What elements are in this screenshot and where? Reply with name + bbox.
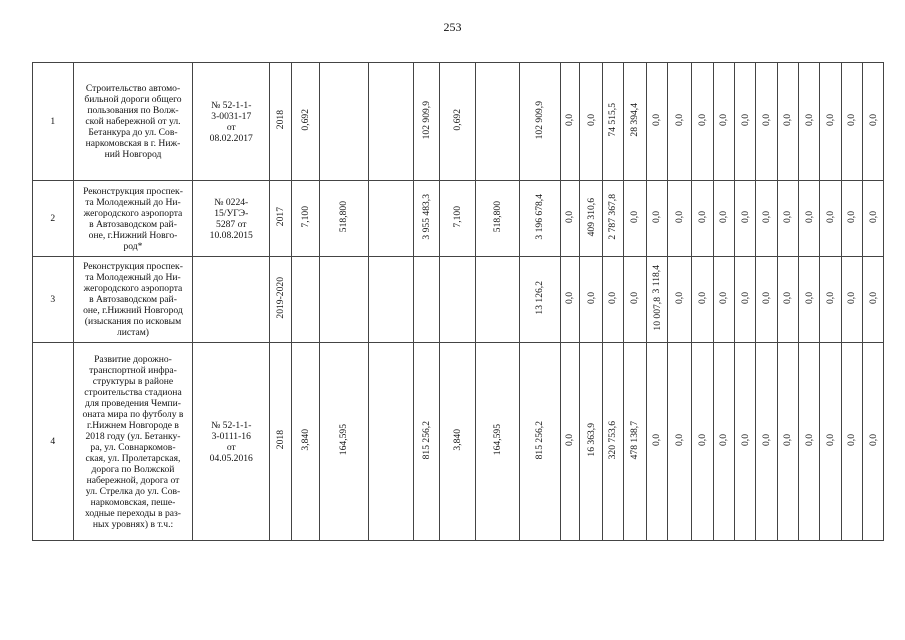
value-cell-value: 815 256,2: [421, 420, 432, 460]
object-name: Реконструкция проспек- та Молодежный до Ни- жегородского аэропорта в Автозаводском рай- оне, г.Нижний Новго- род*: [73, 181, 193, 257]
value-cell: [668, 63, 692, 181]
value-cell: [368, 181, 413, 257]
value-cell-value: 0,0: [674, 292, 686, 304]
value-cell-value: 0,0: [651, 211, 663, 223]
value-cell: [668, 257, 692, 343]
value-cell-value: 0,0: [760, 292, 772, 304]
value-cell-value: 0,0: [803, 434, 815, 446]
value-cell-value: 0,0: [739, 114, 751, 126]
value-cell: [519, 343, 560, 541]
value-cell: [692, 181, 713, 257]
value-cell-value: 0,0: [846, 434, 858, 446]
value-cell-value: 3 118,4: [651, 265, 663, 294]
value-cell: [713, 63, 734, 181]
value-cell-value: 518,800: [491, 201, 503, 233]
value-cell-value: 0,0: [846, 114, 858, 126]
value-cell-value: 0,0: [718, 292, 730, 304]
value-cell-value: 0,0: [760, 434, 772, 446]
value-cell: [413, 343, 440, 541]
value-cell-value: 0,0: [739, 211, 751, 223]
value-cell-value: 0,0: [782, 292, 794, 304]
value-cell-value: 0,0: [824, 292, 836, 304]
value-cell: [475, 257, 519, 343]
value-cell-value: 0,0: [674, 114, 686, 126]
value-cell-value: 0,0: [867, 434, 879, 446]
value-cell-value: 0,0: [867, 292, 879, 304]
value-cell-value: 0,0: [696, 211, 708, 223]
value-cell-value: 0,0: [564, 114, 576, 126]
value-cell-value: 164,595: [338, 424, 350, 456]
value-cell-value: 74 515,5: [607, 103, 619, 137]
value-cell: [623, 63, 646, 181]
value-cell-value: 0,0: [867, 114, 879, 126]
value-cell-value: 0,0: [585, 114, 597, 126]
value-cell: [623, 257, 646, 343]
value-cell-value: 7,100: [300, 206, 312, 228]
value-cell-value: 164,595: [491, 424, 503, 456]
value-cell: [756, 343, 777, 541]
value-cell-value: 13 126,2: [534, 281, 546, 315]
value-cell-value: 0,0: [867, 211, 879, 223]
value-cell: [475, 343, 519, 541]
value-cell: [820, 63, 841, 181]
expertise-document: № 52-1-1- 3-0111-16 от 04.05.2016: [193, 343, 270, 541]
page-number: 253: [443, 20, 462, 34]
value-cell: [320, 181, 368, 257]
value-cell: [646, 257, 667, 343]
year-cell-value: 2019-2020: [275, 277, 287, 319]
value-cell: [692, 257, 713, 343]
value-cell: [668, 343, 692, 541]
value-cell: [440, 181, 475, 257]
value-cell-value: 0,0: [803, 211, 815, 223]
value-cell: [440, 257, 475, 343]
value-cell-value: 3,840: [452, 429, 464, 451]
year-cell: [270, 257, 292, 343]
value-cell-value: 28 394,4: [629, 103, 641, 137]
value-cell: [623, 343, 646, 541]
value-cell: [734, 181, 755, 257]
value-cell: [777, 181, 798, 257]
expertise-document: № 0224- 15/УГЭ- 5287 от 10.08.2015: [193, 181, 270, 257]
year-cell: [270, 343, 292, 541]
value-cell: [798, 181, 819, 257]
value-cell: [734, 343, 755, 541]
value-cell-value: 0,0: [846, 292, 858, 304]
value-cell-value: 0,0: [718, 434, 730, 446]
value-cell-value: 0,0: [651, 434, 663, 446]
value-cell: [798, 63, 819, 181]
value-cell: [413, 257, 440, 343]
value-cell: [734, 63, 755, 181]
table-row: [33, 257, 905, 343]
value-cell: [692, 343, 713, 541]
expertise-document: № 52-1-1- 3-0031-17 от 08.02.2017: [193, 63, 270, 181]
value-cell-value: 0,0: [782, 114, 794, 126]
year-cell: [270, 181, 292, 257]
value-cell-value: 0,0: [607, 292, 619, 304]
value-cell: [292, 181, 320, 257]
value-cell-value: 0,0: [718, 211, 730, 223]
value-cell: [292, 343, 320, 541]
value-cell: [841, 181, 862, 257]
value-cell-value: 0,0: [824, 211, 836, 223]
value-cell-value: 0,0: [629, 211, 641, 223]
value-cell-value: 518,800: [338, 201, 350, 233]
value-cell: [579, 63, 602, 181]
value-cell-value: 102 909,9: [421, 100, 432, 140]
value-cell: [413, 63, 440, 181]
value-cell: [820, 343, 841, 541]
value-cell-value: 0,0: [674, 434, 686, 446]
value-cell: [440, 343, 475, 541]
value-cell: [560, 343, 579, 541]
value-cell: [841, 343, 862, 541]
value-cell: [560, 257, 579, 343]
row-number: 3: [33, 257, 74, 343]
value-cell: [623, 181, 646, 257]
value-cell-value: 0,0: [674, 211, 686, 223]
value-cell: [713, 257, 734, 343]
value-cell: [292, 257, 320, 343]
year-cell-value: 2018: [275, 110, 287, 130]
object-name: Строительство автомо- бильной дороги общего пользования по Волж- ской набережной от ул. Бетанкура до ул. Сов- наркомовская в г. Ниж- ний Новгород: [73, 63, 193, 181]
value-cell: [798, 257, 819, 343]
data-table: [32, 62, 905, 541]
value-cell: [756, 63, 777, 181]
value-cell-value: 0,0: [696, 434, 708, 446]
table-row: [33, 63, 905, 181]
value-cell-value: 0,0: [696, 292, 708, 304]
value-cell: [862, 343, 883, 541]
value-cell-value: 0,0: [760, 211, 772, 223]
value-cell: [820, 181, 841, 257]
value-cell-value: 0,0: [760, 114, 772, 126]
value-cell-value: 0,0: [718, 114, 730, 126]
row-number: 4: [33, 343, 74, 541]
value-cell: [841, 63, 862, 181]
value-cell-value: 0,0: [629, 292, 641, 304]
object-name: Развитие дорожно- транспортной инфра- структуры в районе строительства стадиона для проведения Чемпи- оната мира по футболу в г.Нижнем Новгороде в 2018 году (ул. Бетанку- ра, ул. Совнаркомов- ская, ул. Пролетарская, дорога по Волжской набережной, дорога от ул. Стрелка до ул. Сов- наркомовская, пеше- ходные переходы в раз- ных уровнях) в т.ч.:: [73, 343, 193, 541]
value-cell: [320, 63, 368, 181]
value-cell-value: 0,692: [300, 109, 312, 131]
value-cell-value: 0,0: [651, 114, 663, 126]
table-row: [33, 343, 905, 541]
year-cell-value: 2017: [275, 207, 287, 227]
value-cell: [692, 63, 713, 181]
value-cell: [292, 63, 320, 181]
value-cell-second-value: 10 007,8: [651, 296, 663, 331]
table-row: [33, 181, 905, 257]
value-cell-value: 3 196 678,4: [534, 194, 546, 240]
value-cell: [862, 63, 883, 181]
value-cell-value: 0,0: [739, 292, 751, 304]
value-cell-value: 0,0: [803, 292, 815, 304]
value-cell: [756, 257, 777, 343]
value-cell-value: 2 787 367,8: [607, 194, 619, 240]
value-cell: [820, 257, 841, 343]
expertise-document: [193, 257, 270, 343]
value-cell-value: 3,840: [300, 429, 312, 451]
value-cell-value: 409 310,6: [585, 197, 597, 237]
value-cell: [475, 63, 519, 181]
value-cell: [734, 257, 755, 343]
value-cell-value: 478 138,7: [629, 420, 641, 460]
value-cell-value: 0,0: [696, 114, 708, 126]
value-cell-value: 0,0: [739, 434, 751, 446]
value-cell: [646, 63, 667, 181]
value-cell-value: 0,0: [824, 434, 836, 446]
value-cell: [560, 181, 579, 257]
year-cell-value: 2018: [275, 430, 287, 450]
value-cell-value: 0,0: [782, 211, 794, 223]
value-cell: [668, 181, 692, 257]
value-cell: [862, 181, 883, 257]
value-cell: [777, 257, 798, 343]
value-cell: [603, 257, 623, 343]
value-cell-value: 815 256,2: [534, 420, 546, 460]
value-cell: [756, 181, 777, 257]
value-cell: [579, 257, 602, 343]
object-name: Реконструкция проспек- та Молодежный до Ни- жегородского аэропорта в Автозаводском рай- оне, г.Нижний Новгород (изыскания по исковым листам): [73, 257, 193, 343]
value-cell-value: 0,0: [564, 434, 576, 446]
value-cell: [777, 63, 798, 181]
value-cell: [560, 63, 579, 181]
value-cell-value: 3 955 483,3: [421, 194, 432, 240]
value-cell: [368, 343, 413, 541]
value-cell: [320, 343, 368, 541]
value-cell-value: 0,0: [824, 114, 836, 126]
value-cell: [519, 63, 560, 181]
value-cell: [519, 257, 560, 343]
value-cell: [841, 257, 862, 343]
value-cell-value: 0,0: [846, 211, 858, 223]
value-cell-value: 0,0: [585, 292, 597, 304]
value-cell: [798, 343, 819, 541]
value-cell: [579, 181, 602, 257]
value-cell-value: 320 753,6: [607, 420, 619, 460]
value-cell: [862, 257, 883, 343]
value-cell: [646, 343, 667, 541]
value-cell: [603, 343, 623, 541]
value-cell: [368, 63, 413, 181]
row-number: 1: [33, 63, 74, 181]
value-cell: [777, 343, 798, 541]
value-cell: [413, 181, 440, 257]
year-cell: [270, 63, 292, 181]
value-cell-value: 0,0: [782, 434, 794, 446]
value-cell: [603, 63, 623, 181]
value-cell: [646, 181, 667, 257]
value-cell: [603, 181, 623, 257]
value-cell-value: 0,692: [452, 109, 464, 131]
value-cell-value: 16 363,9: [585, 423, 597, 457]
value-cell: [579, 343, 602, 541]
value-cell: [368, 257, 413, 343]
value-cell-value: 0,0: [564, 211, 576, 223]
value-cell: [519, 181, 560, 257]
value-cell: [320, 257, 368, 343]
value-cell: [713, 181, 734, 257]
value-cell-value: 102 909,9: [534, 100, 546, 140]
row-number: 2: [33, 181, 74, 257]
value-cell-value: 7,100: [452, 206, 464, 228]
value-cell: [440, 63, 475, 181]
value-cell: [713, 343, 734, 541]
value-cell-value: 0,0: [564, 292, 576, 304]
value-cell-value: 0,0: [803, 114, 815, 126]
value-cell: [475, 181, 519, 257]
